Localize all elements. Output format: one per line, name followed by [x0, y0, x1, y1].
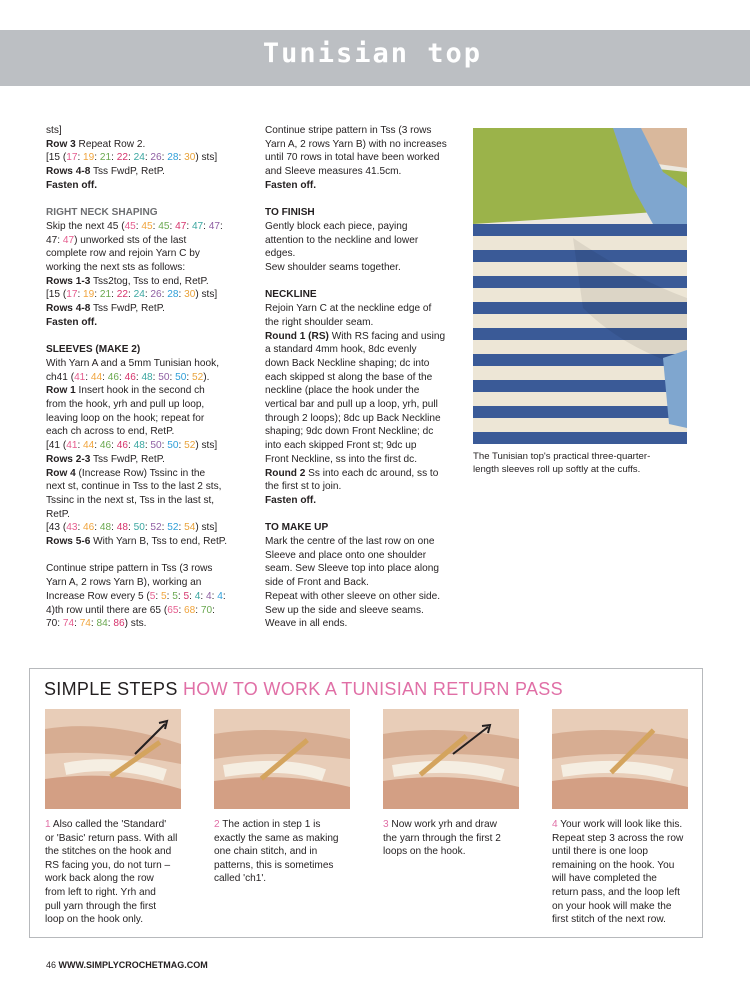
step-line: pull yarn through the first — [45, 900, 157, 912]
caption-line: length sleeves roll up softly at the cuffs. — [473, 463, 641, 475]
size-text: : — [111, 289, 117, 301]
size-value: 50 — [158, 371, 170, 383]
size-text: : — [161, 152, 168, 164]
text-line: Sew up the side and sleeve seams. — [265, 604, 424, 616]
size-text: : — [57, 234, 63, 246]
size-value: 48 — [133, 440, 145, 452]
size-text: : — [77, 440, 84, 452]
size-text: : — [118, 371, 125, 383]
fasten-off: Fasten off. — [265, 179, 317, 191]
size-text: 47 — [46, 234, 58, 246]
size-value: 68 — [184, 604, 196, 616]
size-value: 47 — [191, 220, 204, 232]
sweater-photo — [473, 128, 687, 444]
top-band — [0, 0, 750, 30]
size-value: 5 — [149, 590, 156, 602]
skip-line-2 — [46, 234, 246, 248]
fasten-off: Fasten off. — [46, 179, 98, 191]
website-url: WWW.SIMPLYCROCHETMAG.COM — [58, 960, 208, 970]
text-line: Sew shoulder seams together. — [265, 262, 401, 274]
sweater-illustration — [473, 128, 687, 444]
size-text: ) sts. — [124, 618, 147, 630]
text-line: from the hook, yrh and pull up loop, — [46, 399, 205, 411]
chain-count — [46, 371, 246, 385]
size-value: 21 — [99, 289, 112, 301]
text-line: down Back Neckline shaping; dc into — [265, 357, 430, 369]
page-footer — [46, 960, 208, 970]
size-value: 19 — [83, 289, 95, 301]
size-text: : — [77, 522, 84, 534]
text-line: side of Front and Back. — [265, 577, 369, 589]
rows-1-3: Rows 1-3 Tss2tog, Tss to end, RetP. — [46, 275, 209, 287]
text-line: Rejoin Yarn C at the neckline edge of — [265, 303, 432, 315]
size-value: 46 — [99, 440, 112, 452]
sleeves-heading: SLEEVES (MAKE 2) — [46, 344, 141, 356]
size-value: 52 — [191, 371, 204, 383]
size-text: : — [144, 440, 151, 452]
text-line: leaving loop on the hook; repeat for — [46, 412, 205, 424]
size-text: : — [144, 152, 151, 164]
step-line: 1 Also called the 'Standard' — [45, 819, 167, 830]
size-value: 43 — [66, 522, 78, 534]
size-value: 48 — [99, 522, 112, 534]
size-text: : — [155, 590, 162, 602]
step-line: loop on the hook only. — [45, 914, 144, 926]
size-text: Skip the next 45 ( — [46, 220, 125, 232]
text-line: Weave in all ends. — [265, 618, 348, 630]
size-text: : — [178, 152, 185, 164]
size-text: : — [102, 371, 108, 383]
size-text: : — [166, 590, 173, 602]
size-value: 52 — [184, 440, 196, 452]
size-text: ). — [203, 371, 210, 383]
size-value: 24 — [133, 289, 145, 301]
size-value: 74 — [79, 618, 91, 630]
step-line: Repeat step 3 across the row — [552, 832, 684, 844]
step-number: 4 — [552, 819, 558, 830]
size-text: : — [178, 604, 185, 616]
text-line: seam. Sew Sleeve top into place along — [265, 563, 439, 575]
size-value: 5 — [183, 590, 190, 602]
step-line: return pass, and the loop left — [552, 886, 680, 898]
text-line: next st, continue in Tss to the last 2 sts, — [46, 481, 222, 493]
step-line: RS facing you, do not turn – — [45, 859, 171, 871]
text-line: until 70 rows in total have been worked — [265, 152, 440, 164]
text-line: vertical bar and pull up a loop, yrh, pull — [265, 399, 438, 411]
size-text: 70 — [46, 618, 58, 630]
rows-2-3: Rows 2-3 Tss FwdP, RetP. — [46, 453, 165, 465]
text-line: and Sleeve measures 41.5cm. — [265, 166, 402, 178]
row-1: Row 1 Insert hook in the second ch — [46, 385, 205, 397]
simple-steps-box — [29, 668, 703, 938]
text-line: With Yarn A and a 5mm Tunisian hook, — [46, 357, 219, 369]
text-line: edges. — [265, 248, 296, 260]
size-text: : — [186, 371, 192, 383]
size-text: : — [144, 289, 151, 301]
size-text: )th row until there are 65 ( — [51, 604, 168, 616]
text-line: attention to the neckline and lower — [265, 234, 419, 246]
text-line: a standard 4mm hook, 8dc evenly — [265, 344, 417, 356]
text-line: each skipped st along the base of the — [265, 371, 433, 383]
page-number: 46 — [46, 960, 57, 970]
size-value: 47 — [175, 220, 187, 232]
size-text: [15 ( — [46, 289, 67, 301]
size-text: : — [111, 522, 117, 534]
size-value: 45 — [141, 220, 153, 232]
size-value: 47 — [62, 234, 75, 246]
step-2-photo — [214, 709, 350, 809]
size-text: [41 ( — [46, 440, 67, 452]
row-4: Row 4 (Increase Row) Tssinc in the — [46, 467, 206, 479]
steps-heading: SIMPLE STEPS HOW TO WORK A TUNISIAN RETURN PASS — [44, 679, 563, 699]
step-line: 3 Now work yrh and draw — [383, 819, 497, 830]
size-value: 47 — [208, 220, 221, 232]
increase-line-3 — [46, 617, 246, 631]
size-value: 50 — [175, 371, 187, 383]
size-text: [43 ( — [46, 522, 67, 534]
size-value: 65 — [167, 604, 179, 616]
text-line: shaping; 9dc down Front Neckline; dc — [265, 426, 434, 438]
size-value: 50 — [150, 440, 162, 452]
step-line: the yarn through the first 2 — [383, 832, 501, 844]
size-value: 86 — [113, 618, 125, 630]
photo-caption — [473, 451, 687, 476]
size-text: : — [135, 220, 142, 232]
step-2-text — [214, 818, 356, 886]
size-text: : — [57, 618, 63, 630]
size-value: 44 — [90, 371, 103, 383]
size-text: : — [178, 522, 185, 534]
step-line: called 'ch1'. — [214, 873, 267, 885]
skip-line-1 — [46, 220, 246, 234]
size-text: : — [90, 618, 97, 630]
text-line: Sleeve and place onto one shoulder — [265, 549, 427, 561]
size-text: ch41 ( — [46, 371, 75, 383]
size-value: 74 — [62, 618, 75, 630]
increase-line — [46, 590, 246, 604]
size-text: : — [77, 289, 84, 301]
size-text: : — [211, 590, 218, 602]
size-value: 54 — [184, 522, 196, 534]
fasten-off: Fasten off. — [265, 494, 317, 506]
size-value: 26 — [150, 289, 162, 301]
size-text: : — [195, 604, 201, 616]
size-text: : — [161, 522, 168, 534]
size-text: : — [220, 220, 223, 232]
size-text: : — [94, 522, 100, 534]
increase-line-2 — [46, 604, 246, 618]
stitch-count-1 — [46, 151, 246, 165]
size-value: 17 — [66, 289, 78, 301]
size-text: : — [161, 289, 168, 301]
size-text: ) sts] — [195, 152, 218, 164]
step-line: one chain stitch, and in — [214, 846, 318, 858]
pattern-column-1 — [46, 124, 246, 631]
step-4-text — [552, 818, 694, 927]
neckline-heading: NECKLINE — [265, 289, 317, 301]
size-value: 84 — [96, 618, 108, 630]
size-text: : — [107, 618, 114, 630]
step-line: 2 The action in step 1 is — [214, 819, 321, 830]
size-text: : — [200, 590, 206, 602]
stitch-count-4 — [46, 521, 246, 535]
size-value: 46 — [124, 371, 136, 383]
text-line: sts] — [46, 125, 62, 136]
text-line: Mark the centre of the last row on one — [265, 536, 435, 548]
round-1: Round 1 (RS) With RS facing and using — [265, 330, 446, 342]
text-line: Continue stripe pattern in Tss (3 rows — [265, 125, 432, 136]
text-line: working the next sts as follows: — [46, 262, 186, 274]
text-line: each ch across to end, RetP. — [46, 426, 175, 438]
size-value: 48 — [141, 371, 153, 383]
size-text: : — [94, 289, 100, 301]
text-line: into each skipped Front st; 9dc up — [265, 440, 417, 452]
step-line: on your hook will make the — [552, 900, 672, 912]
size-value: 45 — [158, 220, 170, 232]
step-3-text — [383, 818, 525, 859]
step-1-text — [45, 818, 187, 927]
size-value: 52 — [150, 522, 162, 534]
right-neck-shaping-heading: RIGHT NECK SHAPING — [46, 207, 158, 219]
size-text: ) sts] — [195, 289, 218, 301]
size-value: 30 — [184, 289, 196, 301]
size-value: 50 — [167, 440, 179, 452]
size-text: : — [74, 618, 80, 630]
size-text: : — [111, 440, 117, 452]
size-text: : — [127, 152, 134, 164]
step-line: until there is one loop — [552, 846, 648, 858]
rows-4-8: Rows 4-8 Tss FwdP, RetP. — [46, 303, 165, 315]
size-text: : — [152, 220, 159, 232]
size-value: 28 — [167, 289, 179, 301]
size-value: 26 — [150, 152, 162, 164]
step-number: 3 — [383, 819, 389, 830]
size-text: : — [77, 152, 84, 164]
stitch-count-3 — [46, 439, 246, 453]
step-3-photo — [383, 709, 519, 809]
size-text: : — [94, 152, 100, 164]
caption-line: The Tunisian top's practical three-quarter- — [473, 451, 651, 462]
step-1-photo — [45, 709, 181, 809]
step-line: loops on the hook. — [383, 846, 466, 858]
size-value: 5 — [161, 590, 167, 602]
size-text: ) unworked sts of the last — [74, 234, 187, 246]
step-line: exactly the same as making — [214, 832, 339, 844]
step-line: patterns, this is sometimes — [214, 859, 334, 871]
size-text: ) sts] — [195, 440, 218, 452]
size-value: 41 — [74, 371, 86, 383]
size-value: 21 — [99, 152, 112, 164]
step-number: 2 — [214, 819, 220, 830]
size-value: 50 — [133, 522, 145, 534]
size-text: : — [111, 152, 117, 164]
size-value: 46 — [107, 371, 119, 383]
size-value: 28 — [167, 152, 179, 164]
row-3: Row 3 Repeat Row 2. — [46, 138, 146, 150]
step-line: first stitch of the next row. — [552, 914, 666, 926]
size-value: 46 — [83, 522, 95, 534]
size-text: : — [212, 604, 215, 616]
size-value: 22 — [116, 152, 128, 164]
step-line: remaining on the hook. You — [552, 859, 675, 871]
size-value: 22 — [116, 289, 128, 301]
size-value: 52 — [167, 522, 179, 534]
text-line: Gently block each piece, paying — [265, 220, 408, 232]
step-line: 4 Your work will look like this. — [552, 819, 683, 830]
size-text: 4 — [46, 604, 52, 616]
size-value: 5 — [172, 590, 178, 602]
text-line: RetP. — [46, 508, 70, 520]
size-text: : — [94, 440, 100, 452]
size-text: Increase Row every 5 ( — [46, 590, 150, 602]
size-text: : — [203, 220, 209, 232]
round-2: Round 2 Ss into each dc around, ss to — [265, 467, 439, 479]
size-value: 24 — [133, 152, 145, 164]
size-text: : — [189, 590, 195, 602]
size-text: ) sts] — [195, 522, 218, 534]
size-value: 4 — [205, 590, 212, 602]
pattern-column-2 — [265, 124, 465, 631]
size-text: : — [127, 522, 134, 534]
size-value: 45 — [124, 220, 136, 232]
size-text: : — [222, 590, 226, 602]
size-text: [15 ( — [46, 152, 67, 164]
size-text: : — [144, 522, 151, 534]
to-finish-heading: TO FINISH — [265, 207, 315, 219]
text-line: Continue stripe pattern in Tss (3 rows — [46, 563, 213, 575]
step-line: will have completed the — [552, 873, 657, 885]
text-line: Tssinc in the next st, Tss in the last st, — [46, 494, 215, 506]
size-value: 4 — [194, 590, 201, 602]
text-line: Yarn A, 2 rows Yarn B) with no increases — [265, 138, 447, 150]
size-text: : — [186, 220, 192, 232]
size-text: : — [135, 371, 142, 383]
step-4-photo — [552, 709, 688, 809]
text-line: Front Neckline, ss into the first dc. — [265, 453, 418, 465]
size-text: : — [178, 440, 185, 452]
size-text: : — [169, 220, 176, 232]
size-value: 70 — [200, 604, 213, 616]
text-line: Yarn A, 2 rows Yarn B), working an — [46, 577, 202, 589]
size-value: 44 — [83, 440, 95, 452]
stitch-count-2 — [46, 288, 246, 302]
to-make-up-heading: TO MAKE UP — [265, 522, 329, 534]
size-text: : — [178, 289, 185, 301]
size-text: : — [85, 371, 91, 383]
size-text: : — [152, 371, 159, 383]
text-line: Repeat with other sleeve on other side. — [265, 590, 441, 602]
size-value: 30 — [184, 152, 196, 164]
rows-5-6: Rows 5-6 With Yarn B, Tss to end, RetP. — [46, 536, 228, 548]
title-banner — [0, 30, 750, 86]
text-line: the right shoulder seam. — [265, 316, 374, 328]
size-value: 4 — [217, 590, 223, 602]
text-line: the first st to join. — [265, 481, 342, 493]
text-line: neckline (place the hook under the — [265, 385, 420, 397]
size-value: 17 — [66, 152, 78, 164]
size-text: : — [177, 590, 184, 602]
size-value: 41 — [66, 440, 78, 452]
step-line: work back along the row — [45, 873, 154, 885]
step-line: or 'Basic' return pass. With all — [45, 832, 178, 844]
size-value: 46 — [116, 440, 128, 452]
text-line: complete row and rejoin Yarn C by — [46, 248, 200, 260]
size-text: : — [169, 371, 176, 383]
rows-4-8: Rows 4-8 Tss FwdP, RetP. — [46, 166, 165, 178]
text-line: through 2 loops); 8dc up Back Neckline — [265, 412, 441, 424]
size-value: 48 — [116, 522, 128, 534]
step-line: the stitches on the hook and — [45, 846, 172, 858]
size-text: : — [161, 440, 168, 452]
size-text: : — [127, 289, 134, 301]
step-line: from left to right. Yrh and — [45, 886, 156, 898]
size-text: : — [127, 440, 134, 452]
page-title: Tunisian top — [262, 38, 482, 69]
size-value: 19 — [83, 152, 95, 164]
step-number: 1 — [45, 819, 51, 830]
fasten-off: Fasten off. — [46, 316, 98, 328]
